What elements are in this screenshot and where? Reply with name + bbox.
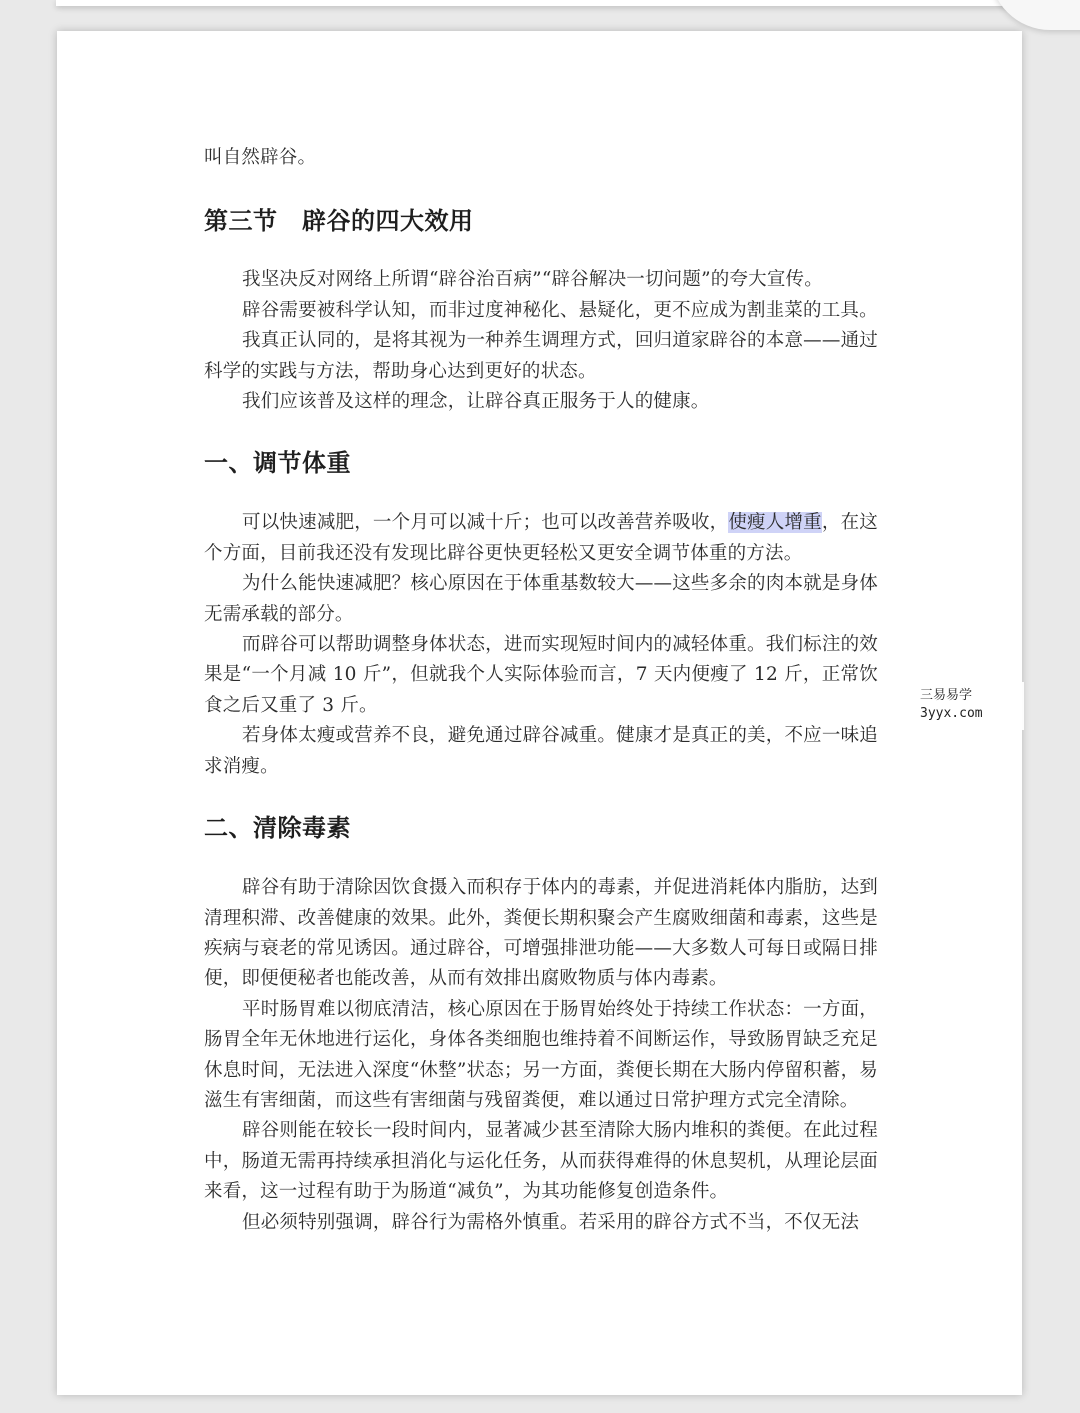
toxins-block <box>204 873 878 1238</box>
intro-line: 叫自然辟谷。 <box>204 147 317 168</box>
text-run: ，在这个方面，目前我还没有发现比辟谷更快更轻松又更安全调节体重的方法。 <box>204 512 878 564</box>
paragraph: 为什么能快速减肥？核心原因在于体重基数较大——这些多余的肉本就是身体无需承载的部分。 <box>204 573 878 625</box>
watermark-line2: 3yyx.com <box>920 706 983 721</box>
document-page[interactable] <box>57 31 1022 1395</box>
paragraph: 辟谷需要被科学认知，而非过度神秘化、悬疑化，更不应成为割韭菜的工具。 <box>242 299 878 321</box>
corner-overlay <box>990 0 1080 30</box>
paragraph: 而辟谷可以帮助调整身体状态，进而实现短时间内的减轻体重。我们标注的效果是“一个月减 10 斤”，但就我个人实际体验而言，7 天内便瘦了 12 斤，正常饮食之后又重了 3 斤。 <box>204 634 878 716</box>
watermark <box>908 682 1024 730</box>
paragraph: 但必须特别强调，辟谷行为需格外慎重。若采用的辟谷方式不当，不仅无法 <box>242 1211 860 1233</box>
heading-weight: 一、调节体重 <box>204 449 351 478</box>
paragraph: 我坚决反对网络上所谓“辟谷治百病”“辟谷解决一切问题”的夸大宣传。 <box>242 269 823 291</box>
paragraph: 我们应该普及这样的理念，让辟谷真正服务于人的健康。 <box>242 391 710 413</box>
previous-page-edge <box>56 0 1022 6</box>
heading-toxins: 二、清除毒素 <box>204 814 351 843</box>
paragraph: 辟谷有助于清除因饮食摄入而积存于体内的毒素，并促进消耗体内脂肪，达到清理积滞、改善健康的效果。此外，粪便长期积聚会产生腐败细菌和毒素，这些是疾病与衰老的常见诱因。通过辟谷，可增强排泄功能——大多数人可每日或隔日排便，即便便秘者也能改善，从而有效排出腐败物质与体内毒素。 <box>204 877 878 990</box>
paragraph: 我真正认同的，是将其视为一种养生调理方式，回归道家辟谷的本意——通过科学的实践与方法，帮助身心达到更好的状态。 <box>204 330 878 382</box>
page-content <box>204 143 878 1238</box>
paragraph: 平时肠胃难以彻底清洁，核心原因在于肠胃始终处于持续工作状态：一方面，肠胃全年无休地进行运化，身体各类细胞也维持着不间断运作，导致肠胃缺乏充足休息时间，无法进入深度“休整”状态；另一方面，粪便长期在大肠内停留积蓄，易滋生有害细菌，而这些有害细菌与残留粪便，难以通过日常护理方式完全清除。 <box>204 998 878 1111</box>
paragraph: 辟谷则能在较长一段时间内，显著减少甚至清除大肠内堆积的粪便。在此过程中，肠道无需再持续承担消化与运化任务，从而获得难得的休息契机，从理论层面来看，这一过程有助于为肠道“减负”，为其功能修复创造条件。 <box>204 1120 878 1203</box>
section-heading: 第三节 辟谷的四大效用 <box>204 207 474 236</box>
paragraph[interactable] <box>204 508 878 569</box>
watermark-line1: 三易易学 <box>920 688 973 703</box>
section-intro-block <box>204 265 878 417</box>
weight-block <box>204 508 878 782</box>
text-run: 可以快速减肥，一个月可以减十斤；也可以改善营养吸收， <box>242 512 729 534</box>
text-selection[interactable]: 使瘦人增重 <box>728 512 822 534</box>
paragraph: 若身体太瘦或营养不良，避免通过辟谷减重。健康才是真正的美，不应一味追求消瘦。 <box>204 725 878 777</box>
